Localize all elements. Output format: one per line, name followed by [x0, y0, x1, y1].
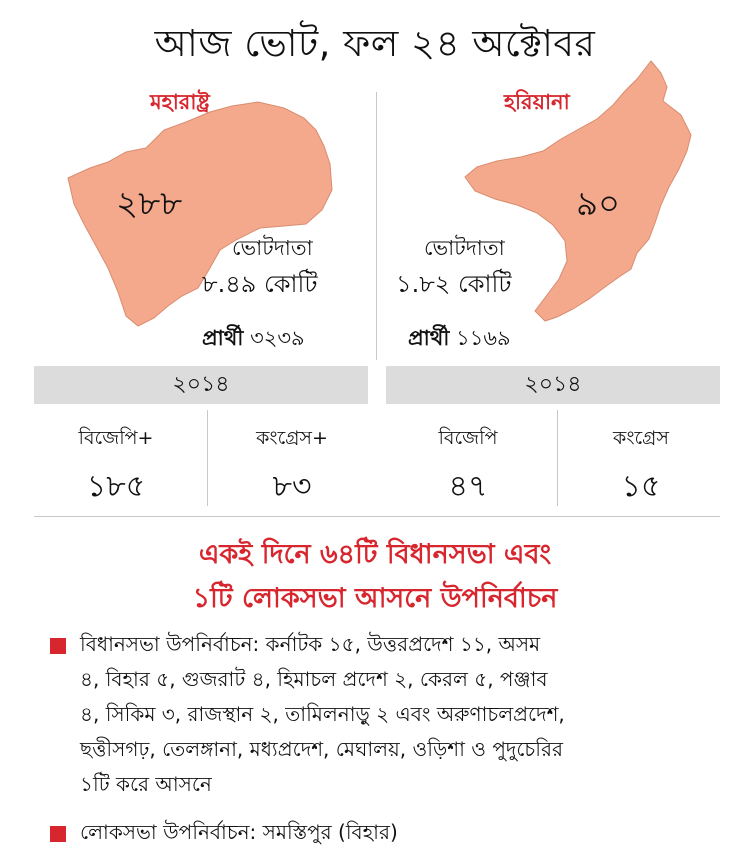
candidates-label: প্রার্থী — [408, 326, 450, 350]
assembly-line-1-text: কর্নাটক ১৫, উত্তরপ্রদেশ ১১, অসম — [265, 632, 541, 656]
assembly-line-5: ১টি করে আসনে — [80, 772, 212, 796]
maharashtra-party-divider — [207, 410, 208, 506]
center-divider — [376, 92, 377, 360]
assembly-label: বিধানসভা উপনির্বাচন: — [80, 632, 260, 656]
assembly-line-2: ৪, বিহার ৫, গুজরাট ৪, হিমাচল প্রদেশ ২, কেরল ৫, পঞ্জাব — [80, 667, 548, 691]
loksabha-label: লোকসভা উপনির্বাচন: — [80, 820, 257, 844]
haryana-party-divider — [557, 410, 558, 506]
haryana-seats: ৯০ — [576, 184, 621, 224]
headline-line-2: ১টি লোকসভা আসনে উপনির্বাচন — [192, 583, 558, 614]
section-divider — [34, 516, 720, 517]
maharashtra-year-bar: ২০১৪ — [34, 366, 368, 404]
assembly-list — [80, 627, 740, 802]
assembly-line-3: ৪, সিকিম ৩, রাজস্থান ২, তামিলনাড়ু ২ এবং অরুণাচলপ্রদেশ, — [80, 702, 565, 726]
maharashtra-voters-value: ৮.৪৯ কোটি — [202, 270, 318, 298]
bullet-square — [50, 826, 66, 842]
assembly-line-1 — [80, 627, 740, 662]
candidates-value: ৩২৩৯ — [250, 326, 305, 350]
haryana-year-bar: ২০১৪ — [386, 366, 720, 404]
maharashtra-party-congress: কংগ্রেস+ — [256, 427, 328, 449]
haryana-party-congress: কংগ্রেস — [613, 427, 669, 449]
assembly-line-4: ছত্তীসগঢ়, তেলঙ্গানা, মধ্যপ্রদেশ, মেঘালয়, ওড়িশা ও পুদুচেরির — [80, 737, 563, 761]
maharashtra-seats: ২৮৮ — [116, 184, 183, 224]
haryana-voters-label: ভোটদাতা — [424, 236, 505, 260]
maharashtra-bjp-seats: ১৮৫ — [86, 469, 146, 504]
loksabha-line — [80, 815, 740, 850]
headline-line-1: একই দিনে ৬৪টি বিধানসভা এবং — [198, 539, 552, 570]
page-title: আজ ভোট, ফল ২৪ অক্টোবর — [154, 22, 596, 65]
haryana-name: হরিয়ানা — [504, 90, 570, 114]
haryana-candidates — [408, 322, 511, 357]
haryana-party-bjp: বিজেপি — [438, 427, 498, 449]
haryana-bjp-seats: ৪৭ — [448, 469, 488, 504]
maharashtra-voters-label: ভোটদাতা — [232, 236, 313, 260]
haryana-voters-value: ১.৮২ কোটি — [396, 270, 512, 298]
haryana-congress-seats: ১৫ — [621, 469, 661, 504]
candidates-label: প্রার্থী — [202, 326, 244, 350]
loksabha-value: সমস্তিপুর (বিহার) — [262, 820, 398, 844]
maharashtra-name: মহারাষ্ট্র — [150, 90, 210, 114]
maharashtra-party-bjp: বিজেপি+ — [78, 427, 154, 449]
maharashtra-candidates — [202, 322, 305, 357]
maharashtra-congress-seats: ৮৩ — [272, 469, 312, 504]
bullet-square — [50, 638, 66, 654]
candidates-value: ১১৬৯ — [456, 326, 511, 350]
